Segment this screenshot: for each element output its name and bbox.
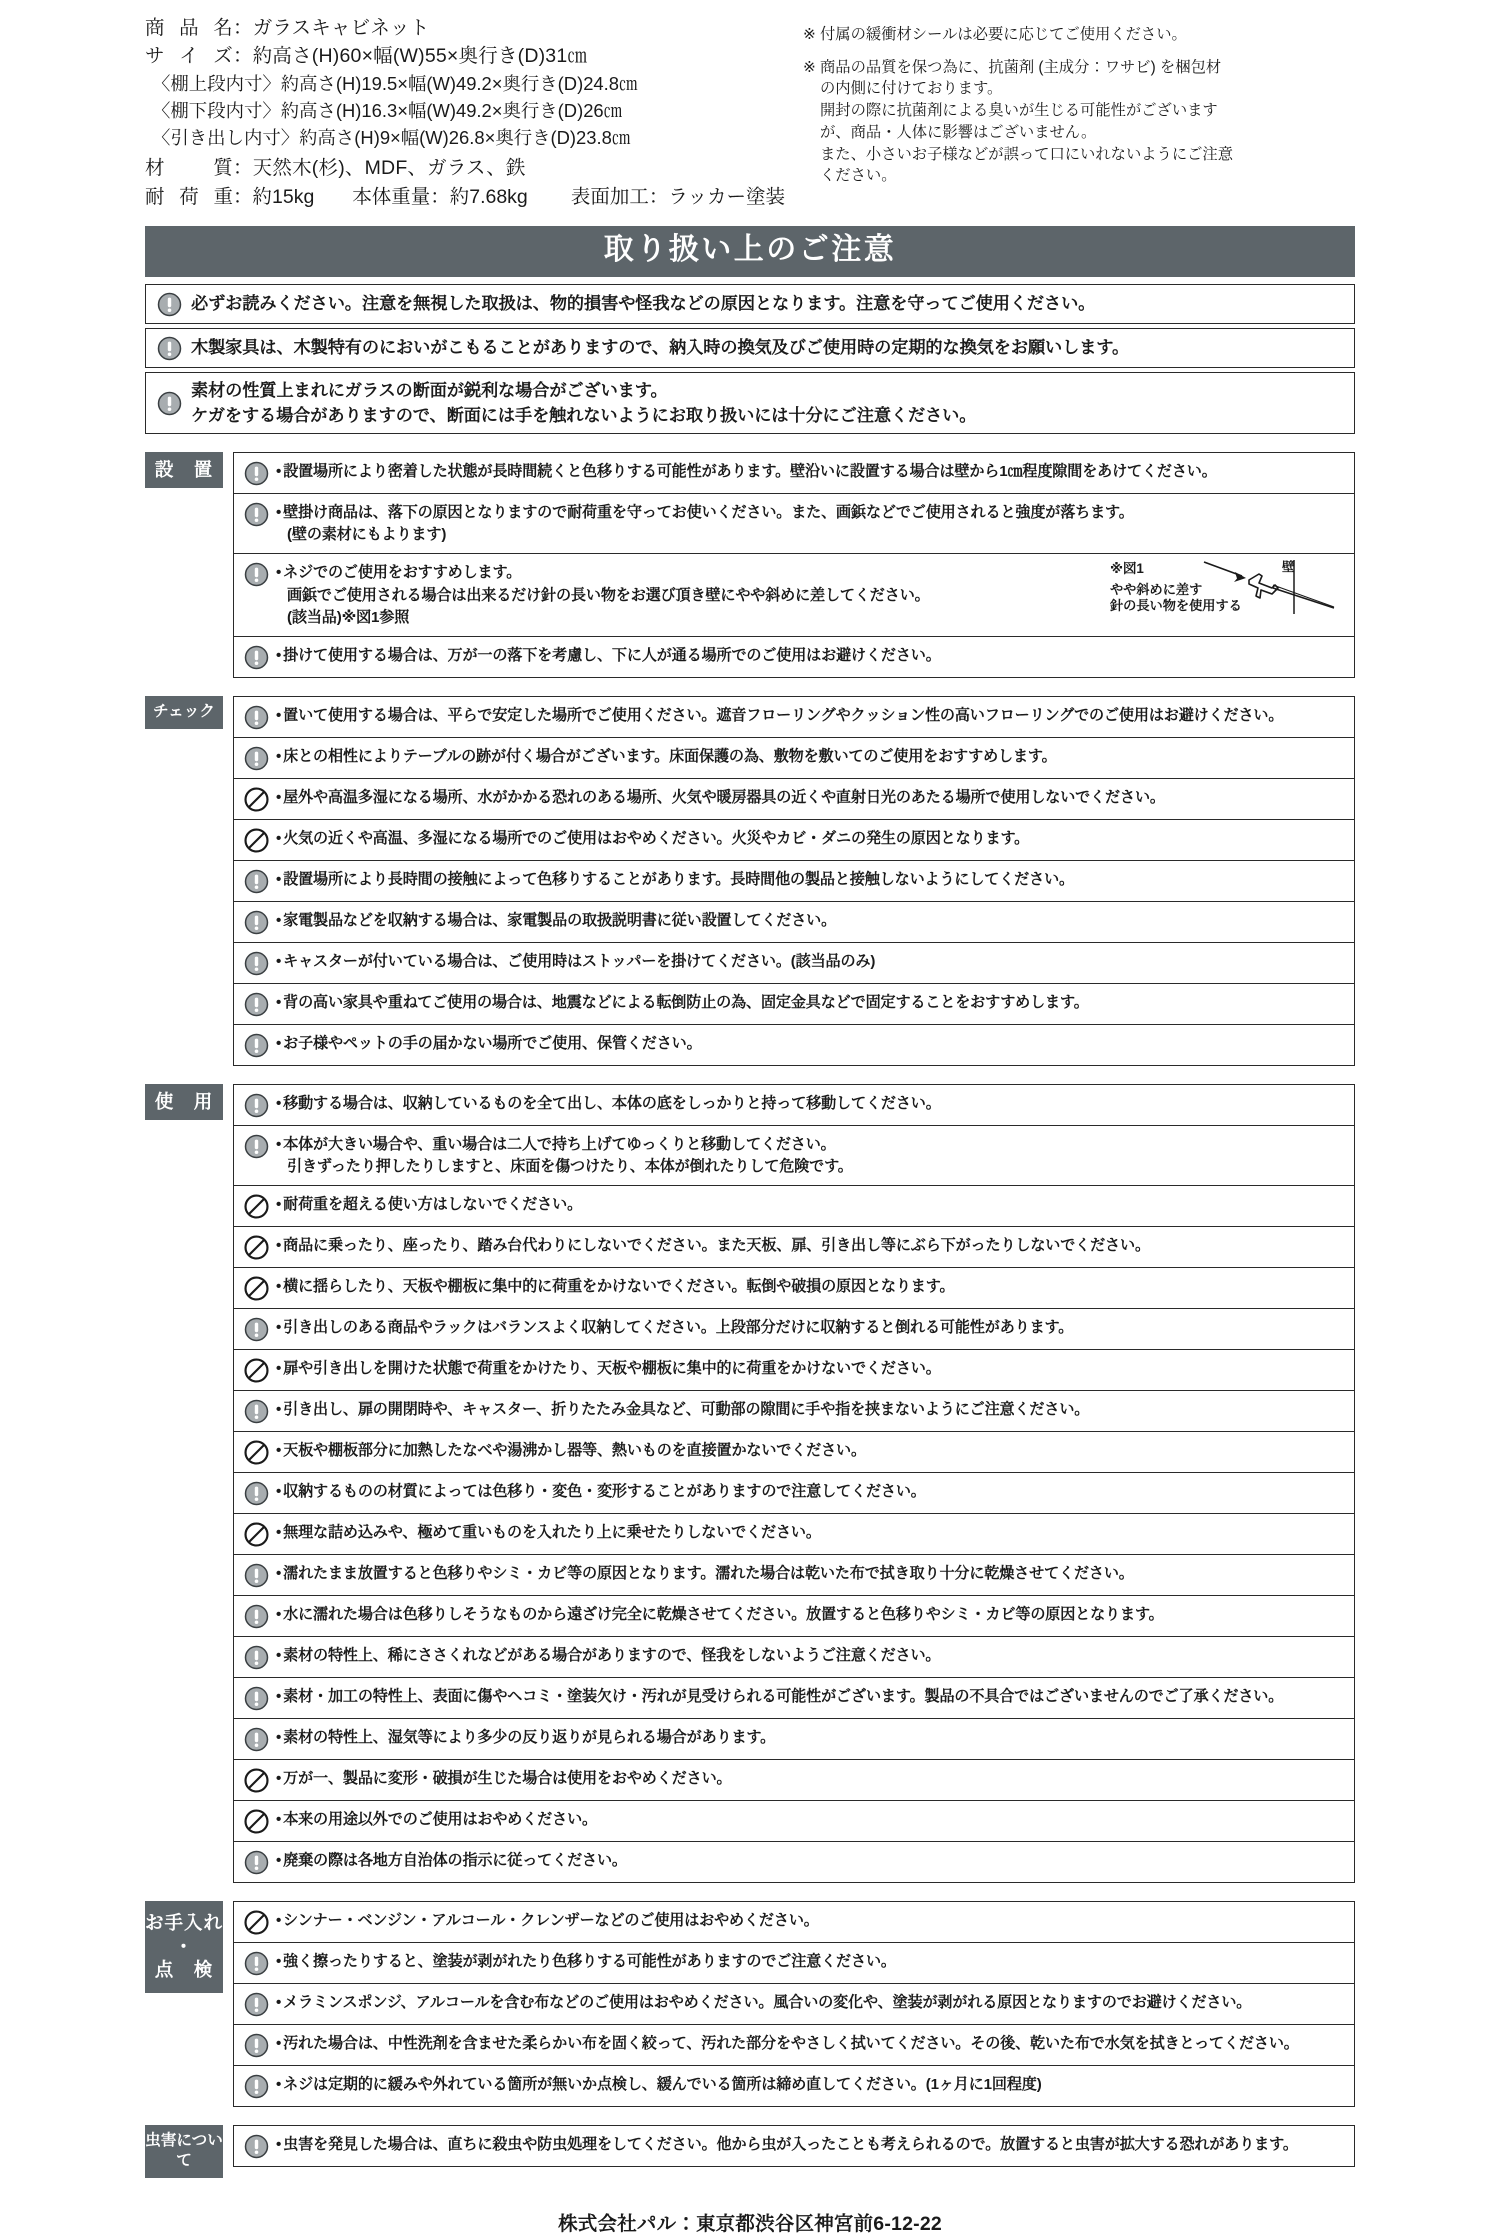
text-line: • 本来の用途以外でのご使用はおやめください。 bbox=[276, 1811, 597, 1829]
instruction-row bbox=[234, 943, 1354, 984]
figure-1-graphic bbox=[1202, 558, 1352, 620]
section-tag-line: 点 検 bbox=[154, 1959, 214, 1981]
item-text bbox=[270, 643, 941, 668]
bullet-marker: • bbox=[276, 911, 282, 929]
caution-icon bbox=[156, 335, 183, 362]
section bbox=[145, 2125, 1355, 2178]
item-text bbox=[270, 1990, 1251, 2015]
bullet-marker: • bbox=[276, 1094, 282, 1112]
text-line: • 置いて使用する場合は、平らで安定した場所でご使用ください。遮音フローリングやクッション性の高いフローリングでのご使用はお避けください。 bbox=[276, 706, 1284, 724]
section-rows bbox=[233, 696, 1355, 1066]
top-alerts bbox=[145, 284, 1355, 434]
item-text bbox=[270, 908, 836, 933]
caution-icon bbox=[243, 868, 270, 895]
text-line: • 設置場所により密着した状態が長時間続くと色移りする可能性があります。壁沿いに設置する場合は壁から1㎝程度隙間をあけてください。 bbox=[276, 462, 1217, 480]
section-tag bbox=[145, 2125, 223, 2178]
spec-label-product-name: 商 品 名 bbox=[145, 17, 233, 39]
spec-colon: ： bbox=[233, 17, 253, 39]
bullet-marker: • bbox=[276, 646, 282, 664]
bullet-marker: • bbox=[276, 870, 282, 888]
text-line: (該当品)※図1参照 bbox=[287, 609, 410, 627]
text-line: • 商品に乗ったり、座ったり、踏み台代わりにしないでください。また天板、扉、引き出し等にぶら下がったりしないでください。 bbox=[276, 1237, 1150, 1255]
spec-value-finish: ラッカー塗装 bbox=[668, 185, 785, 208]
item-text bbox=[270, 785, 1165, 810]
text-line: 画鋲でご使用される場合は出来るだけ針の長い物をお選び頂き壁にやや斜めに差してください。 bbox=[287, 586, 930, 604]
caution-icon bbox=[243, 704, 270, 731]
instruction-row bbox=[234, 1984, 1354, 2025]
text-line: 必ずお読みください。注意を無視した取扱は、物的損害や怪我などの原因となります。注意を守ってご使用ください。 bbox=[191, 293, 1096, 314]
caution-icon bbox=[243, 1133, 270, 1160]
alert-text bbox=[183, 378, 976, 428]
caution-icon bbox=[243, 1849, 270, 1876]
bullet-marker: • bbox=[276, 706, 282, 724]
prohibition-icon bbox=[243, 786, 270, 813]
spec-sub-shelf-lower: 〈棚下段内寸〉約高さ(H)16.3×幅(W)49.2×奥行き(D)26㎝ bbox=[152, 99, 623, 121]
text-line: • 収納するものの材質によっては色移り・変色・変形することがありますので注意してください。 bbox=[276, 1483, 926, 1501]
text-line: • シンナー・ベンジン・アルコール・クレンザーなどのご使用はおやめください。 bbox=[276, 1912, 819, 1930]
section-tag bbox=[145, 1084, 223, 1121]
prohibition-icon bbox=[243, 1909, 270, 1936]
instruction-row bbox=[234, 637, 1354, 677]
note-item bbox=[803, 57, 1480, 187]
instruction-row bbox=[234, 1391, 1354, 1432]
instruction-row bbox=[234, 2025, 1354, 2066]
text-line: • 強く擦ったりすると、塗装が剥がれたり色移りする可能性がありますのでご注意ください。 bbox=[276, 1953, 896, 1971]
text-line: • 引き出しのある商品やラックはバランスよく収納してください。上段部分だけに収納すると倒れる可能性があります。 bbox=[276, 1319, 1074, 1337]
instruction-row bbox=[234, 453, 1354, 494]
item-text bbox=[270, 1848, 627, 1873]
item-text bbox=[270, 826, 1029, 851]
spec-row-load-weight-finish bbox=[145, 183, 785, 212]
caution-icon bbox=[243, 1644, 270, 1671]
bullet-marker: • bbox=[276, 1852, 282, 1870]
instruction-row bbox=[234, 1678, 1354, 1719]
item-text bbox=[270, 744, 1057, 769]
caution-icon bbox=[156, 291, 183, 318]
item-text bbox=[270, 2031, 1299, 2056]
prohibition-icon bbox=[243, 827, 270, 854]
caution-icon bbox=[243, 1092, 270, 1119]
item-text bbox=[270, 1561, 1134, 1586]
text-line: • 火気の近くや高温、多湿になる場所でのご使用はおやめください。火災やカビ・ダニの発生の原因となります。 bbox=[276, 829, 1030, 847]
bullet-marker: • bbox=[276, 1319, 282, 1337]
text-line: 木製家具は、木製特有のにおいがこもることがありますので、納入時の換気及びご使用時の定期的な換気をお願いします。 bbox=[191, 337, 1130, 358]
instruction-row bbox=[234, 1227, 1354, 1268]
instruction-row bbox=[234, 820, 1354, 861]
caution-icon bbox=[243, 2133, 270, 2160]
item-text bbox=[270, 1397, 1089, 1422]
section-tag-line: ・ bbox=[174, 1935, 194, 1957]
instruction-row bbox=[234, 1902, 1354, 1943]
bullet-marker: • bbox=[276, 1606, 282, 1624]
item-text bbox=[270, 2132, 1298, 2157]
prohibition-icon bbox=[243, 1193, 270, 1220]
text-line: • お子様やペットの手の届かない場所でご使用、保管ください。 bbox=[276, 1034, 702, 1052]
bullet-marker: • bbox=[276, 503, 282, 521]
text-line: • 無理な詰め込みや、極めて重いものを入れたり上に乗せたりしないでください。 bbox=[276, 1524, 821, 1542]
instruction-row bbox=[234, 1432, 1354, 1473]
bullet-marker: • bbox=[276, 1196, 282, 1214]
text-line: • 万が一、製品に変形・破損が生じた場合は使用をおやめください。 bbox=[276, 1770, 732, 1788]
section-tag-line: 使 用 bbox=[154, 1090, 214, 1112]
caution-icon bbox=[243, 909, 270, 936]
bullet-marker: • bbox=[276, 788, 282, 806]
text-line: ケガをする場合がありますので、断面には手を触れないようにお取り扱いには十分にご注意ください。 bbox=[191, 404, 977, 425]
spec-block-weight bbox=[352, 183, 528, 212]
sections-host bbox=[0, 452, 1500, 2178]
section bbox=[145, 1084, 1355, 1883]
bullet-marker: • bbox=[276, 563, 282, 581]
spec-value-size: 約高さ(H)60×幅(W)55×奥行き(D)31㎝ bbox=[252, 45, 588, 68]
text-line: • 素材・加工の特性上、表面に傷やヘコミ・塗装欠け・汚れが見受けられる可能性がございます。製品の不具合ではございませんのでご了承ください。 bbox=[276, 1688, 1284, 1706]
caution-icon bbox=[243, 1032, 270, 1059]
text-line: • 素材の特性上、湿気等により多少の反り返りが見られる場合があります。 bbox=[276, 1729, 776, 1747]
instruction-row bbox=[234, 554, 1354, 637]
caution-icon bbox=[243, 950, 270, 977]
text-line: • ネジは定期的に緩みや外れている箇所が無いか点検し、緩んでいる箇所は締め直してください。(1ヶ月に1回程度) bbox=[276, 2076, 1042, 2094]
item-text bbox=[270, 867, 1074, 892]
caution-icon bbox=[243, 1726, 270, 1753]
item-text bbox=[270, 1908, 819, 1933]
note-line: の内側に付けております。 bbox=[820, 80, 1003, 98]
page-title: 取り扱い上のご注意 bbox=[145, 226, 1355, 277]
caution-icon bbox=[156, 390, 183, 417]
instruction-row bbox=[234, 861, 1354, 902]
figure-1-caption bbox=[1110, 582, 1242, 614]
instruction-row bbox=[234, 1025, 1354, 1065]
item-text bbox=[270, 1192, 582, 1217]
alert-row bbox=[145, 372, 1355, 434]
spec-colon: ： bbox=[430, 185, 450, 208]
instruction-row bbox=[234, 494, 1354, 554]
spec-header bbox=[0, 14, 1500, 212]
instruction-row bbox=[234, 1350, 1354, 1391]
item-text bbox=[270, 1031, 702, 1056]
item-text bbox=[270, 1315, 1073, 1340]
instruction-row bbox=[234, 738, 1354, 779]
note-line: が、商品・人体に影響はございません。 bbox=[820, 123, 1097, 141]
prohibition-icon bbox=[243, 1275, 270, 1302]
item-text bbox=[270, 1274, 954, 1299]
prohibition-icon bbox=[243, 1234, 270, 1261]
spec-row-product-name bbox=[145, 14, 785, 42]
text-line: • 天板や棚板部分に加熱したなべや湯沸かし器等、熱いものを直接置かないでください。 bbox=[276, 1442, 866, 1460]
spec-label-load: 耐 荷 重 bbox=[145, 185, 233, 208]
bullet-marker: • bbox=[276, 2076, 282, 2094]
note-item bbox=[803, 24, 1480, 46]
text-line: • 設置場所により長時間の接触によって色移りすることがあります。長時間他の製品と接触しないようにしてください。 bbox=[276, 870, 1074, 888]
text-line: • 横に揺らしたり、天板や棚板に集中的に荷重をかけないでください。転倒や破損の原因となります。 bbox=[276, 1278, 955, 1296]
section-tag-line: お手入れ bbox=[145, 1912, 224, 1934]
section bbox=[145, 452, 1355, 678]
text-line: • キャスターが付いている場合は、ご使用時はストッパーを掛けてください。(該当品のみ) bbox=[276, 952, 876, 970]
instruction-row bbox=[234, 1596, 1354, 1637]
instruction-row bbox=[234, 1126, 1354, 1186]
text-line: 引きずったり押したりしますと、床面を傷つけたり、本体が倒れたりして危険です。 bbox=[287, 1158, 853, 1176]
bullet-marker: • bbox=[276, 1135, 282, 1153]
caution-icon bbox=[243, 1603, 270, 1630]
spec-colon: ： bbox=[233, 185, 253, 208]
instruction-row bbox=[234, 1637, 1354, 1678]
section-rows bbox=[233, 452, 1355, 678]
item-text bbox=[270, 2072, 1042, 2097]
bullet-marker: • bbox=[276, 1688, 282, 1706]
instruction-row bbox=[234, 1309, 1354, 1350]
text-line: • ネジでのご使用をおすすめします。 bbox=[276, 563, 522, 581]
text-line: • 屋外や高温多湿になる場所、水がかかる恐れのある場所、火気や暖房器具の近くや直射日光のあたる場所で使用しないでください。 bbox=[276, 788, 1165, 806]
spec-block-load bbox=[145, 183, 314, 212]
bullet-marker: • bbox=[276, 1237, 282, 1255]
text-line: (壁の素材にもよります) bbox=[287, 526, 447, 544]
section-rows bbox=[233, 1901, 1355, 2107]
item-text bbox=[270, 560, 930, 630]
item-text bbox=[270, 1949, 896, 1974]
prohibition-icon bbox=[243, 1767, 270, 1794]
instruction-row bbox=[234, 2126, 1354, 2166]
note-mark: ※ bbox=[803, 58, 816, 76]
text-line: • 家電製品などを収納する場合は、家電製品の取扱説明書に従い設置してください。 bbox=[276, 911, 837, 929]
item-text bbox=[270, 1602, 1164, 1627]
text-line: • 耐荷重を超える使い方はしないでください。 bbox=[276, 1196, 583, 1214]
instruction-row bbox=[234, 779, 1354, 820]
item-text bbox=[270, 1479, 926, 1504]
caution-icon bbox=[243, 1480, 270, 1507]
instruction-row bbox=[234, 1473, 1354, 1514]
note-line: 付属の緩衝材シールは必要に応じてご使用ください。 bbox=[820, 26, 1187, 43]
section-tag-line: 設 置 bbox=[154, 458, 214, 480]
bullet-marker: • bbox=[276, 1994, 282, 2012]
bullet-marker: • bbox=[276, 1360, 282, 1378]
alert-text bbox=[183, 335, 1129, 360]
instruction-row bbox=[234, 984, 1354, 1025]
caution-icon bbox=[243, 1398, 270, 1425]
spec-label-finish: 表面加工 bbox=[570, 185, 649, 208]
figure-1-wall-label: 壁 bbox=[1282, 559, 1295, 574]
spacer bbox=[314, 183, 352, 212]
note-line: また、小さいお子様などが誤って口にいれないようにご注意 bbox=[820, 145, 1234, 163]
bullet-marker: • bbox=[276, 462, 282, 480]
text-line: 素材の性質上まれにガラスの断面が鋭利な場合がございます。 bbox=[191, 379, 668, 400]
bullet-marker: • bbox=[276, 1565, 282, 1583]
item-text bbox=[270, 1091, 941, 1116]
spec-colon: ： bbox=[648, 185, 669, 208]
section-tag-line: チェック bbox=[153, 702, 215, 720]
text-line: • メラミンスポンジ、アルコールを含む布などのご使用はおやめください。風合いの変化や、塗装が剥がれる原因となりますのでお避けください。 bbox=[276, 1994, 1252, 2012]
figure-caption-line: やや斜めに差す bbox=[1110, 581, 1203, 597]
text-line: • 扉や引き出しを開けた状態で荷重をかけたり、天板や棚板に集中的に荷重をかけないでください。 bbox=[276, 1360, 941, 1378]
instruction-row bbox=[234, 1760, 1354, 1801]
item-text bbox=[270, 1356, 941, 1381]
item-text bbox=[270, 500, 1134, 547]
instruction-row bbox=[234, 1268, 1354, 1309]
instruction-row bbox=[234, 1085, 1354, 1126]
caution-icon bbox=[243, 2032, 270, 2059]
spec-label-size: サ イ ズ bbox=[145, 45, 233, 68]
section-rows bbox=[233, 1084, 1355, 1883]
item-text bbox=[270, 459, 1217, 484]
bullet-marker: • bbox=[276, 1811, 282, 1829]
caution-icon bbox=[243, 1562, 270, 1589]
caution-icon bbox=[243, 2073, 270, 2100]
section-tag bbox=[145, 1901, 223, 1993]
spec-row-material bbox=[145, 154, 785, 182]
note-line: ください。 bbox=[820, 167, 897, 185]
bullet-marker: • bbox=[276, 747, 282, 765]
instruction-row bbox=[234, 902, 1354, 943]
text-line: • 虫害を発見した場合は、直ちに殺虫や防虫処理をしてください。他から虫が入ったことも考えられるので。放置すると虫害が拡大する恐れがあります。 bbox=[276, 2136, 1298, 2154]
spec-left-column bbox=[145, 14, 785, 212]
caution-icon bbox=[243, 745, 270, 772]
text-line: • 引き出し、扉の開閉時や、キャスター、折りたたみ金具など、可動部の隙間に手や指を挟まないようにご注意ください。 bbox=[276, 1401, 1090, 1419]
item-text bbox=[270, 1725, 775, 1750]
spec-row-size bbox=[145, 42, 785, 70]
spec-sub-drawer: 〈引き出し内寸〉約高さ(H)9×幅(W)26.8×奥行き(D)23.8㎝ bbox=[152, 126, 631, 148]
prohibition-icon bbox=[243, 1808, 270, 1835]
bullet-marker: • bbox=[276, 1483, 282, 1501]
bullet-marker: • bbox=[276, 2136, 282, 2154]
bullet-marker: • bbox=[276, 1524, 282, 1542]
spec-value-product-name: ガラスキャビネット bbox=[252, 17, 430, 39]
bullet-marker: • bbox=[276, 1953, 282, 1971]
text-line: • 水に濡れた場合は色移りしそうなものから遠ざけ完全に乾燥させてください。放置すると色移りやシミ・カビ等の原因となります。 bbox=[276, 1606, 1164, 1624]
item-text bbox=[270, 1766, 731, 1791]
item-text bbox=[270, 1684, 1283, 1709]
item-text bbox=[270, 1233, 1150, 1258]
spec-value-material: 天然木(杉)、MDF、ガラス、鉄 bbox=[252, 156, 526, 179]
note-line: 商品の品質を保つ為に、抗菌剤 (主成分：ワサビ) を梱包材 bbox=[820, 58, 1222, 76]
caution-icon bbox=[243, 1991, 270, 2018]
caution-icon bbox=[243, 1685, 270, 1712]
bullet-marker: • bbox=[276, 1442, 282, 1460]
item-text bbox=[270, 1807, 597, 1832]
section-tag-line: 虫害について bbox=[145, 2132, 223, 2170]
section-tag bbox=[145, 696, 223, 729]
text-line: • 移動する場合は、収納しているものを全て出し、本体の底をしっかりと持って移動してください。 bbox=[276, 1094, 941, 1112]
bullet-marker: • bbox=[276, 952, 282, 970]
section bbox=[145, 1901, 1355, 2107]
note-body bbox=[820, 57, 1480, 187]
caution-icon bbox=[243, 991, 270, 1018]
bullet-marker: • bbox=[276, 1770, 282, 1788]
text-line: • 廃棄の際は各地方自治体の指示に従ってください。 bbox=[276, 1852, 627, 1870]
text-line: • 本体が大きい場合や、重い場合は二人で持ち上げてゆっくりと移動してください。 bbox=[276, 1135, 836, 1153]
instruction-row bbox=[234, 1943, 1354, 1984]
prohibition-icon bbox=[243, 1357, 270, 1384]
instruction-row bbox=[234, 2066, 1354, 2106]
note-mark: ※ bbox=[803, 26, 816, 43]
prohibition-icon bbox=[243, 1439, 270, 1466]
item-text bbox=[270, 703, 1283, 728]
section-tag bbox=[145, 452, 223, 489]
text-line: • 素材の特性上、稀にささくれなどがある場合がありますので、怪我をしないようご注意ください。 bbox=[276, 1647, 941, 1665]
note-body bbox=[820, 24, 1480, 46]
text-line: • 汚れた場合は、中性洗剤を含ませた柔らかい布を固く絞って、汚れた部分をやさしく拭いてください。その後、乾いた布で水気を拭きとってください。 bbox=[276, 2035, 1299, 2053]
caution-icon bbox=[243, 501, 270, 528]
figure-caption-line: 針の長い物を使用する bbox=[1110, 597, 1242, 613]
spacer bbox=[528, 183, 571, 212]
bullet-marker: • bbox=[276, 1278, 282, 1296]
section-rows bbox=[233, 2125, 1355, 2167]
bullet-marker: • bbox=[276, 1729, 282, 1747]
text-line: • 背の高い家具や重ねてご使用の場合は、地震などによる転倒防止の為、固定金具などで固定することをおすすめします。 bbox=[276, 993, 1089, 1011]
spec-block-finish bbox=[571, 183, 785, 212]
text-line: • 床との相性によりテーブルの跡が付く場合がございます。床面保護の為、敷物を敷いてのご使用をおすすめします。 bbox=[276, 747, 1057, 765]
instruction-row bbox=[234, 1801, 1354, 1842]
bullet-marker: • bbox=[276, 1401, 282, 1419]
spec-value-weight: 約7.68kg bbox=[449, 185, 528, 208]
spec-value-load: 約15kg bbox=[252, 185, 315, 208]
caution-icon bbox=[243, 561, 270, 588]
bullet-marker: • bbox=[276, 1912, 282, 1930]
instruction-row bbox=[234, 1555, 1354, 1596]
instruction-row bbox=[234, 1514, 1354, 1555]
bullet-marker: • bbox=[276, 829, 282, 847]
section bbox=[145, 696, 1355, 1066]
item-text bbox=[270, 1643, 940, 1668]
note-line: 開封の際に抗菌剤による臭いが生じる可能性がございます bbox=[820, 102, 1218, 120]
figure-1-label: ※図1 bbox=[1110, 560, 1144, 576]
caution-icon bbox=[243, 460, 270, 487]
alert-row bbox=[145, 284, 1355, 324]
item-text bbox=[270, 990, 1089, 1015]
figure-1-pin-diagram bbox=[1110, 558, 1348, 622]
spec-right-notes bbox=[785, 14, 1480, 198]
instruction-row bbox=[234, 1719, 1354, 1760]
bullet-marker: • bbox=[276, 2035, 282, 2053]
spec-label-material: 材 質 bbox=[145, 156, 233, 179]
text-line: • 壁掛け商品は、落下の原因となりますので耐荷重を守ってお使いください。また、画鋲などでご使用されると強度が落ちます。 bbox=[276, 503, 1134, 521]
alert-text bbox=[183, 291, 1095, 316]
text-line: • 掛けて使用する場合は、万が一の落下を考慮し、下に人が通る場所でのご使用はお避けください。 bbox=[276, 646, 941, 664]
spec-sub-shelf-upper: 〈棚上段内寸〉約高さ(H)19.5×幅(W)49.2×奥行き(D)24.8㎝ bbox=[152, 72, 638, 94]
instruction-row bbox=[234, 1186, 1354, 1227]
item-text bbox=[270, 1520, 821, 1545]
item-text bbox=[270, 1438, 866, 1463]
spec-colon: ： bbox=[233, 45, 253, 68]
text-line: • 濡れたまま放置すると色移りやシミ・カビ等の原因となります。濡れた場合は乾いた布で拭き取り十分に乾燥させてください。 bbox=[276, 1565, 1134, 1583]
alert-row bbox=[145, 328, 1355, 368]
instruction-row bbox=[234, 1842, 1354, 1882]
instruction-row bbox=[234, 697, 1354, 738]
bullet-marker: • bbox=[276, 993, 282, 1011]
caution-icon bbox=[243, 1950, 270, 1977]
spec-colon: ： bbox=[233, 156, 253, 179]
caution-icon bbox=[243, 644, 270, 671]
caution-icon bbox=[243, 1316, 270, 1343]
bullet-marker: • bbox=[276, 1034, 282, 1052]
spec-label-weight: 本体重量 bbox=[352, 185, 431, 208]
item-text bbox=[270, 1132, 853, 1179]
bullet-marker: • bbox=[276, 1647, 282, 1665]
prohibition-icon bbox=[243, 1521, 270, 1548]
company-footer: 株式会社パル：東京都渋谷区神宮前6-12-22 bbox=[558, 2213, 942, 2235]
item-text bbox=[270, 949, 875, 974]
